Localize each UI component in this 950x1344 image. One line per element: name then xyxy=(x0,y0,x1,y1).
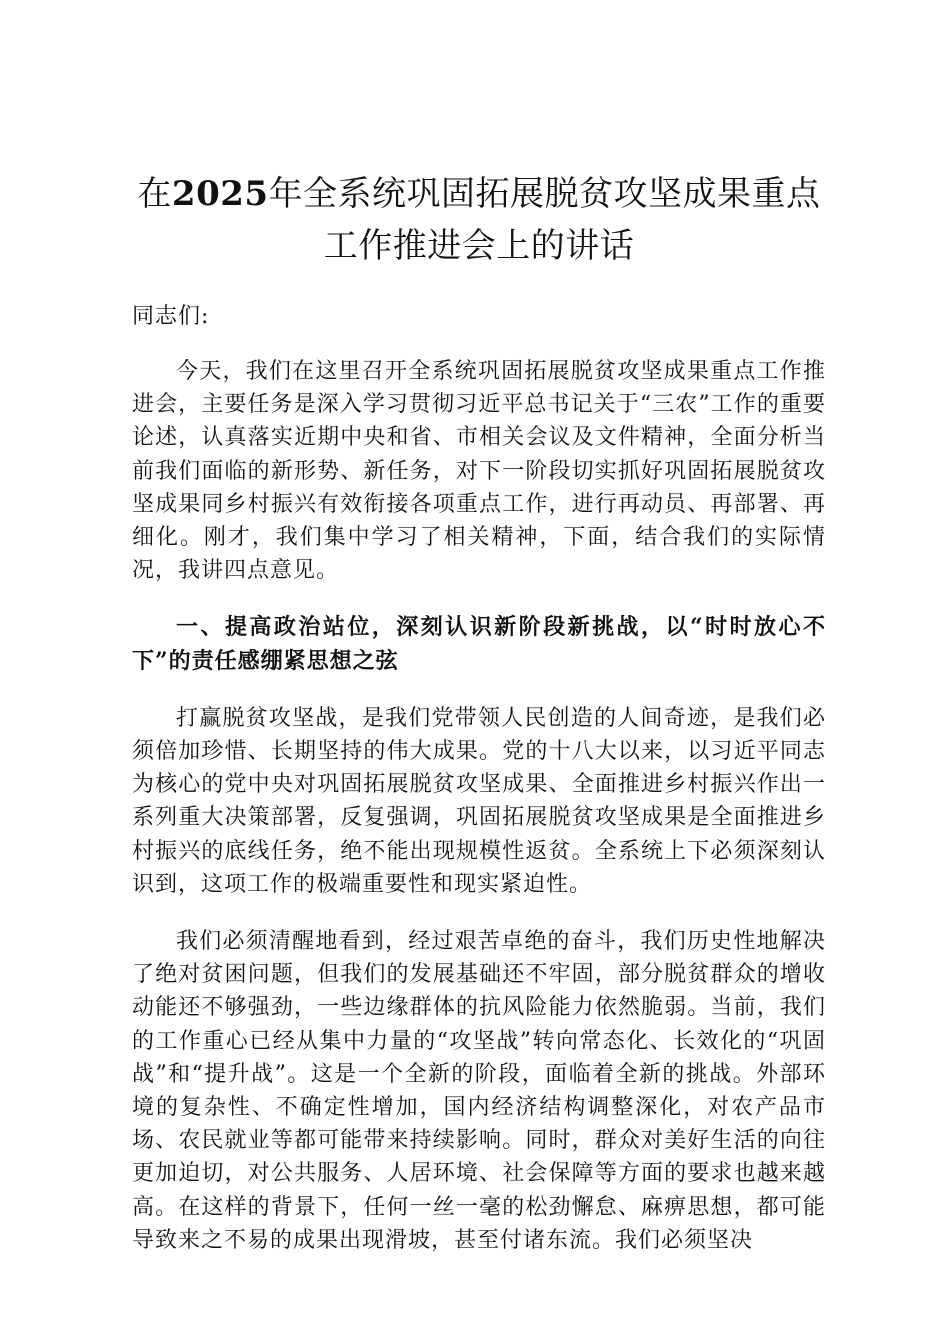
title-prefix: 在 xyxy=(137,174,172,214)
title-suffix: 年全系统巩固拓展脱贫攻坚成果重点 xyxy=(268,174,821,214)
paragraph-2: 打赢脱贫攻坚战，是我们党带领人民创造的人间奇迹，是我们必须倍加珍惜、长期坚持的伟大成果。党的十八大以来，以习近平同志为核心的党中央对巩固拓展脱贫攻坚成果、全面推进乡村振兴作出一系列重大决策部署，反复强调，巩固拓展脱贫攻坚成果是全面推进乡村振兴的底线任务，绝不能出现规模性返贫。全系统上下必须深刻认识到，这项工作的极端重要性和现实紧迫性。 xyxy=(132,705,826,897)
document-title xyxy=(132,168,826,272)
document-page xyxy=(132,168,826,1279)
title-line-2: 工作推进会上的讲话 xyxy=(323,226,635,266)
paragraph-intro: 今天，我们在这里召开全系统巩固拓展脱贫攻坚成果重点工作推进会，主要任务是深入学习贯彻习近平总书记关于“三农”工作的重要论述，认真落实近期中央和省、市相关会议及文件精神，全面分析当前我们面临的新形势、新任务，对下一阶段切实抓好巩固拓展脱贫攻坚成果同乡村振兴有效衔接各项重点工作，进行再动员、再部署、再细化。刚才，我们集中学习了相关精神，下面，结合我们的实际情况，我讲四点意见。 xyxy=(132,359,826,584)
paragraph-3: 我们必须清醒地看到，经过艰苦卓绝的奋斗，我们历史性地解决了绝对贫困问题，但我们的发展基础还不牢固，部分脱贫群众的增收动能还不够强劲，一些边缘群体的抗风险能力依然脆弱。当前，我们的工作重心已经从集中力量的“攻坚战”转向常态化、长效化的“巩固战”和“提升战”。这是一个全新的阶段，面临着全新的挑战。外部环境的复杂性、不确定性增加，国内经济结构调整深化，对农产品市场、农民就业等都可能带来持续影响。同时，群众对美好生活的向往更加迫切，对公共服务、人居环境、社会保障等方面的要求也越来越高。在这样的背景下，任何一丝一毫的松劲懈怠、麻痹思想，都可能导致来之不易的成果出现滑坡，甚至付诸东流。我们必须坚决 xyxy=(132,929,826,1253)
section-heading-1: 一、提高政治站位，深刻认识新阶段新挑战，以“时时放心不下”的责任感绷紧思想之弦 xyxy=(132,614,827,674)
title-year: 2025 xyxy=(171,174,269,214)
salutation: 同志们: xyxy=(132,304,210,329)
